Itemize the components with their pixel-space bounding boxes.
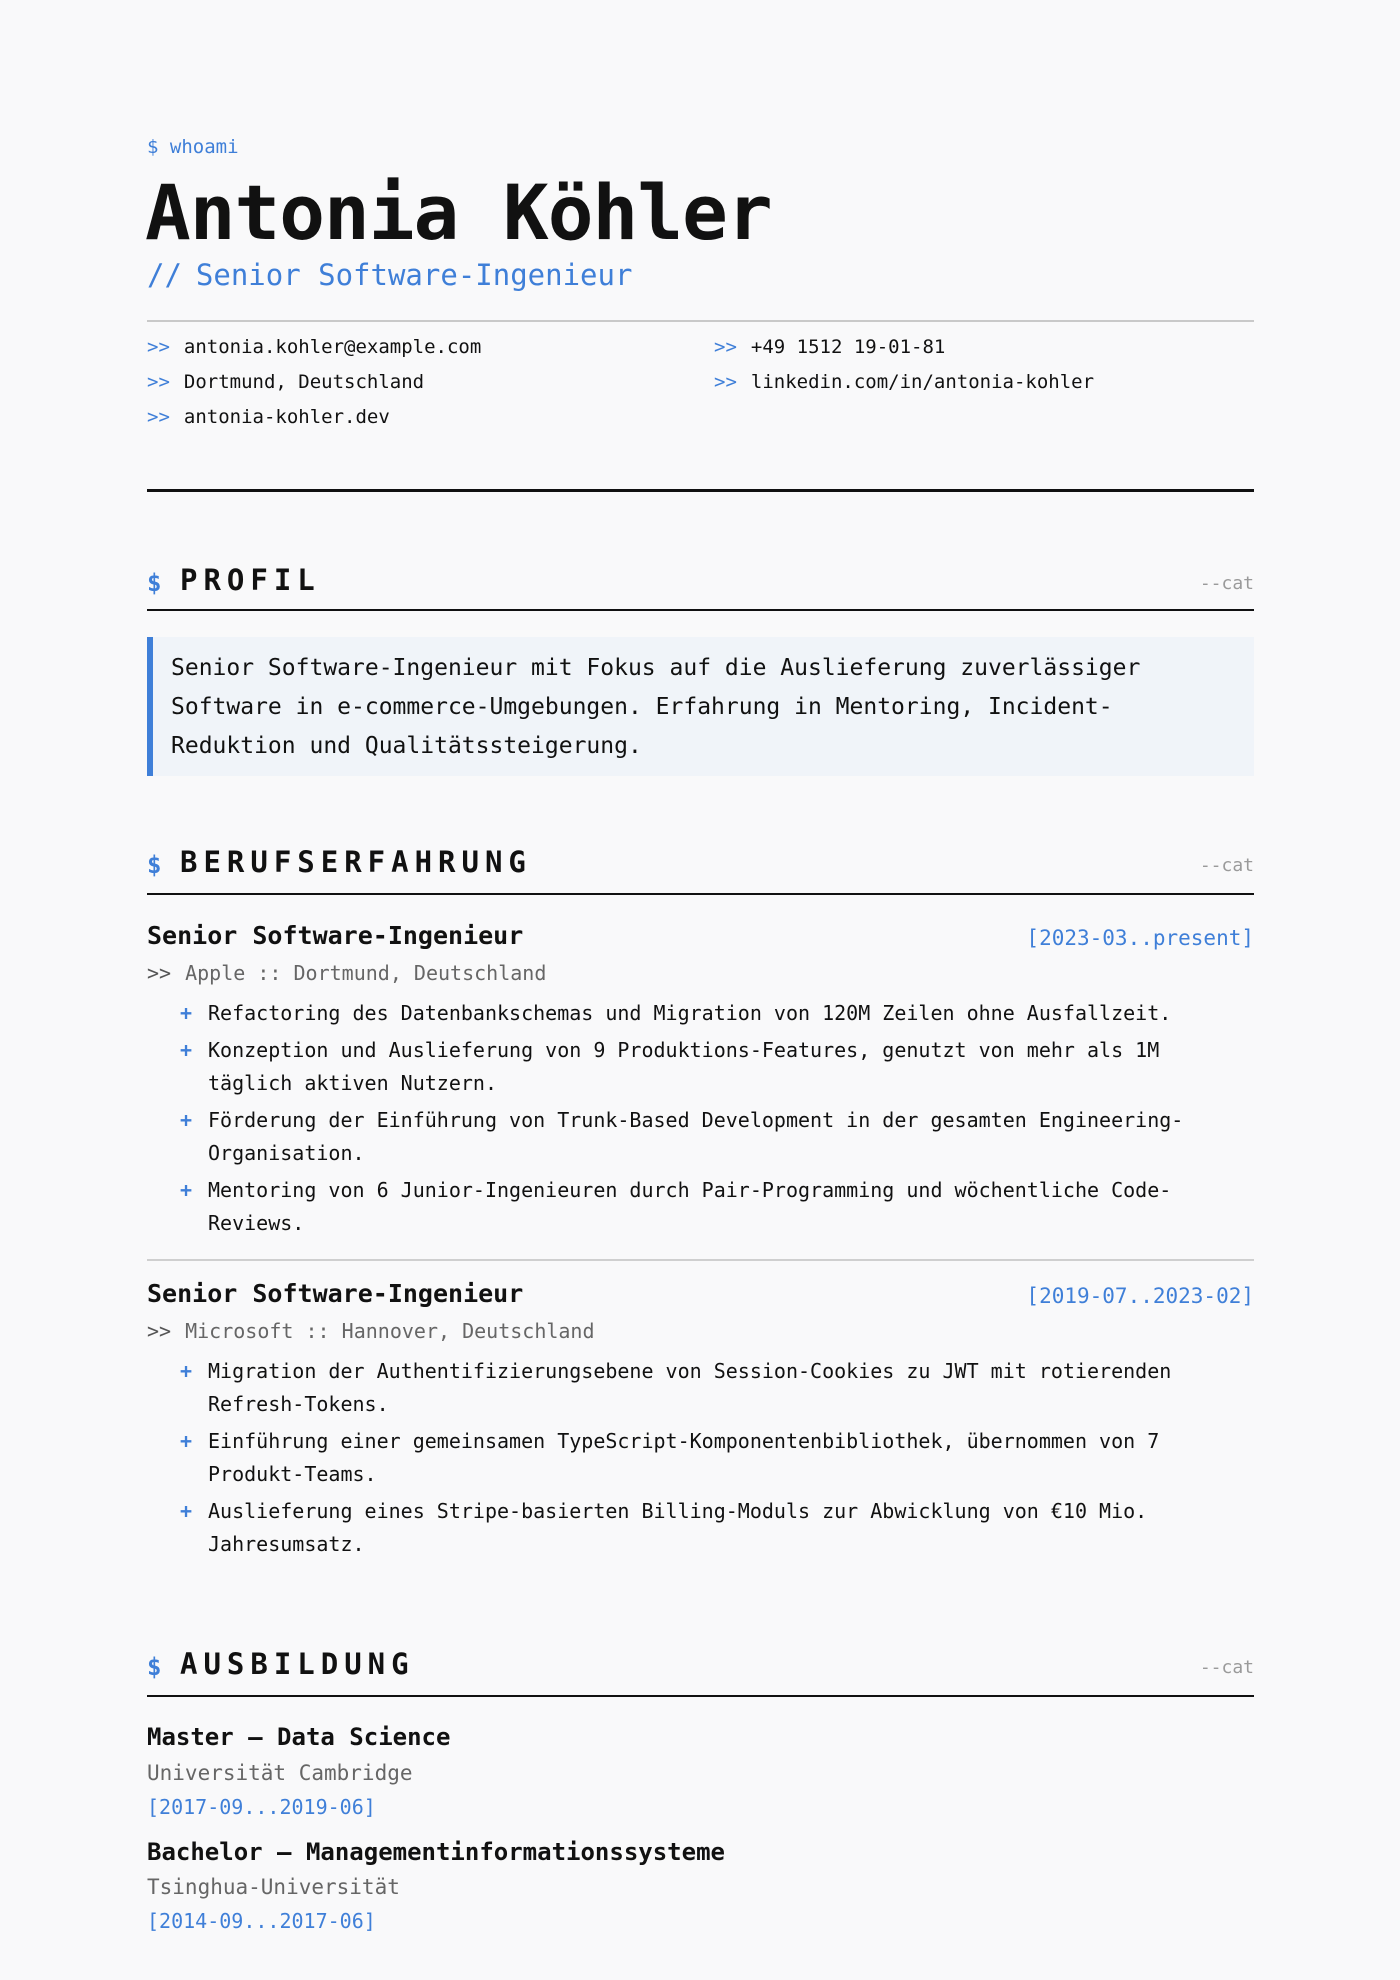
bullet-text: Migration der Authentifizierungsebene von Session-Cookies zu JWT mit rotierenden Refresh-Tokens. bbox=[208, 1359, 1172, 1416]
list-item bbox=[147, 1425, 1254, 1491]
list-item bbox=[147, 997, 1254, 1030]
section-header-profile bbox=[147, 563, 1254, 603]
contact-marker: >> bbox=[147, 336, 170, 358]
header-bottom-rule bbox=[147, 489, 1254, 492]
contact-marker: >> bbox=[714, 371, 737, 393]
contact-marker: >> bbox=[147, 406, 170, 428]
job-company: Apple bbox=[185, 961, 246, 985]
contact-phone[interactable] bbox=[714, 336, 945, 358]
bullet-text: Mentoring von 6 Junior-Ingenieuren durch Pair-Programming und wöchentliche Code-Reviews. bbox=[208, 1178, 1172, 1235]
section-title-experience: BERUFSERFAHRUNG bbox=[180, 845, 532, 879]
section-flag: --cat bbox=[1199, 1657, 1254, 1678]
job-location: Hannover, Deutschland bbox=[341, 1319, 595, 1343]
contact-email[interactable] bbox=[147, 336, 481, 358]
job-date: [2019-07..2023-02] bbox=[1026, 1284, 1254, 1308]
job-meta bbox=[147, 961, 546, 985]
contact-website[interactable] bbox=[147, 406, 390, 428]
job-date: [2023-03..present] bbox=[1026, 926, 1254, 950]
contact-email-text: antonia.kohler@example.com bbox=[183, 336, 482, 358]
bullet-text: Konzeption und Auslieferung von 9 Produktions-Features, genutzt von mehr als 1M täglich aktiven Nutzern. bbox=[208, 1038, 1160, 1095]
job-company: Microsoft bbox=[185, 1319, 294, 1343]
role-text: Senior Software-Ingenieur bbox=[195, 258, 633, 292]
bullet-marker: + bbox=[180, 1108, 193, 1132]
job-title: Senior Software-Ingenieur bbox=[147, 1279, 524, 1308]
section-rule-education bbox=[147, 1695, 1254, 1697]
section-title-profile: PROFIL bbox=[180, 563, 321, 597]
bullet-text: Refactoring des Datenbankschemas und Migration von 120M Zeilen ohne Ausfallzeit. bbox=[208, 1001, 1172, 1025]
bullet-marker: + bbox=[180, 1001, 193, 1025]
candidate-name: Antonia Köhler bbox=[145, 168, 772, 257]
job-title: Senior Software-Ingenieur bbox=[147, 921, 524, 950]
meta-marker: >> bbox=[147, 961, 172, 985]
bullet-marker: + bbox=[180, 1499, 193, 1523]
section-dollar: $ bbox=[147, 1653, 162, 1681]
list-item bbox=[147, 1355, 1254, 1421]
edu-degree: Bachelor — Managementinformationssysteme bbox=[147, 1838, 725, 1866]
section-rule-experience bbox=[147, 893, 1254, 895]
meta-separator: :: bbox=[257, 961, 282, 985]
contact-linkedin-text: linkedin.com/in/antonia-kohler bbox=[750, 371, 1095, 393]
job-bullets bbox=[147, 1355, 1254, 1565]
edu-date: [2014-09...2017-06] bbox=[147, 1909, 376, 1933]
list-item bbox=[147, 1495, 1254, 1561]
contact-website-text: antonia-kohler.dev bbox=[183, 406, 390, 428]
section-dollar: $ bbox=[147, 851, 162, 879]
edu-school: Tsinghua-Universität bbox=[147, 1875, 400, 1899]
edu-date: [2017-09...2019-06] bbox=[147, 1795, 376, 1819]
candidate-role bbox=[147, 258, 632, 292]
bullet-text: Förderung der Einführung von Trunk-Based Development in der gesamten Engineering-Organisation. bbox=[208, 1108, 1184, 1165]
meta-separator: :: bbox=[305, 1319, 330, 1343]
section-title-education: AUSBILDUNG bbox=[180, 1647, 415, 1681]
bullet-marker: + bbox=[180, 1038, 193, 1062]
contact-phone-text: +49 1512 19-01-81 bbox=[750, 336, 946, 358]
list-item bbox=[147, 1034, 1254, 1100]
contact-marker: >> bbox=[714, 336, 737, 358]
job-location: Dortmund, Deutschland bbox=[293, 961, 547, 985]
contact-location-text: Dortmund, Deutschland bbox=[183, 371, 425, 393]
meta-marker: >> bbox=[147, 1319, 172, 1343]
edu-degree: Master — Data Science bbox=[147, 1723, 451, 1751]
section-rule-profile bbox=[147, 609, 1254, 611]
role-prefix: // bbox=[147, 258, 182, 292]
whoami-prompt: $ whoami bbox=[147, 136, 239, 158]
header-divider bbox=[147, 320, 1254, 322]
section-header-experience bbox=[147, 845, 1254, 885]
bullet-marker: + bbox=[180, 1178, 193, 1202]
bullet-marker: + bbox=[180, 1429, 193, 1453]
list-item bbox=[147, 1104, 1254, 1170]
bullet-text: Einführung einer gemeinsamen TypeScript-Komponentenbibliothek, übernommen von 7 Produkt-Teams. bbox=[208, 1429, 1160, 1486]
section-flag: --cat bbox=[1199, 573, 1254, 594]
contact-location bbox=[147, 371, 424, 393]
profile-summary: Senior Software-Ingenieur mit Fokus auf die Auslieferung zuverlässiger Software in e-commerce-Umgebungen. Erfahrung in Mentoring, Incident-Reduktion und Qualitätssteigerung. bbox=[147, 637, 1254, 776]
contact-linkedin[interactable] bbox=[714, 371, 1094, 393]
section-header-education bbox=[147, 1647, 1254, 1687]
bullet-text: Auslieferung eines Stripe-basierten Billing-Moduls zur Abwicklung von €10 Mio. Jahresumsatz. bbox=[208, 1499, 1148, 1556]
contact-marker: >> bbox=[147, 371, 170, 393]
job-meta bbox=[147, 1319, 595, 1343]
bullet-marker: + bbox=[180, 1359, 193, 1383]
section-flag: --cat bbox=[1199, 855, 1254, 876]
list-item bbox=[147, 1174, 1254, 1240]
job-divider bbox=[147, 1259, 1254, 1261]
edu-school: Universität Cambridge bbox=[147, 1761, 413, 1785]
section-dollar: $ bbox=[147, 569, 162, 597]
job-bullets bbox=[147, 997, 1254, 1244]
